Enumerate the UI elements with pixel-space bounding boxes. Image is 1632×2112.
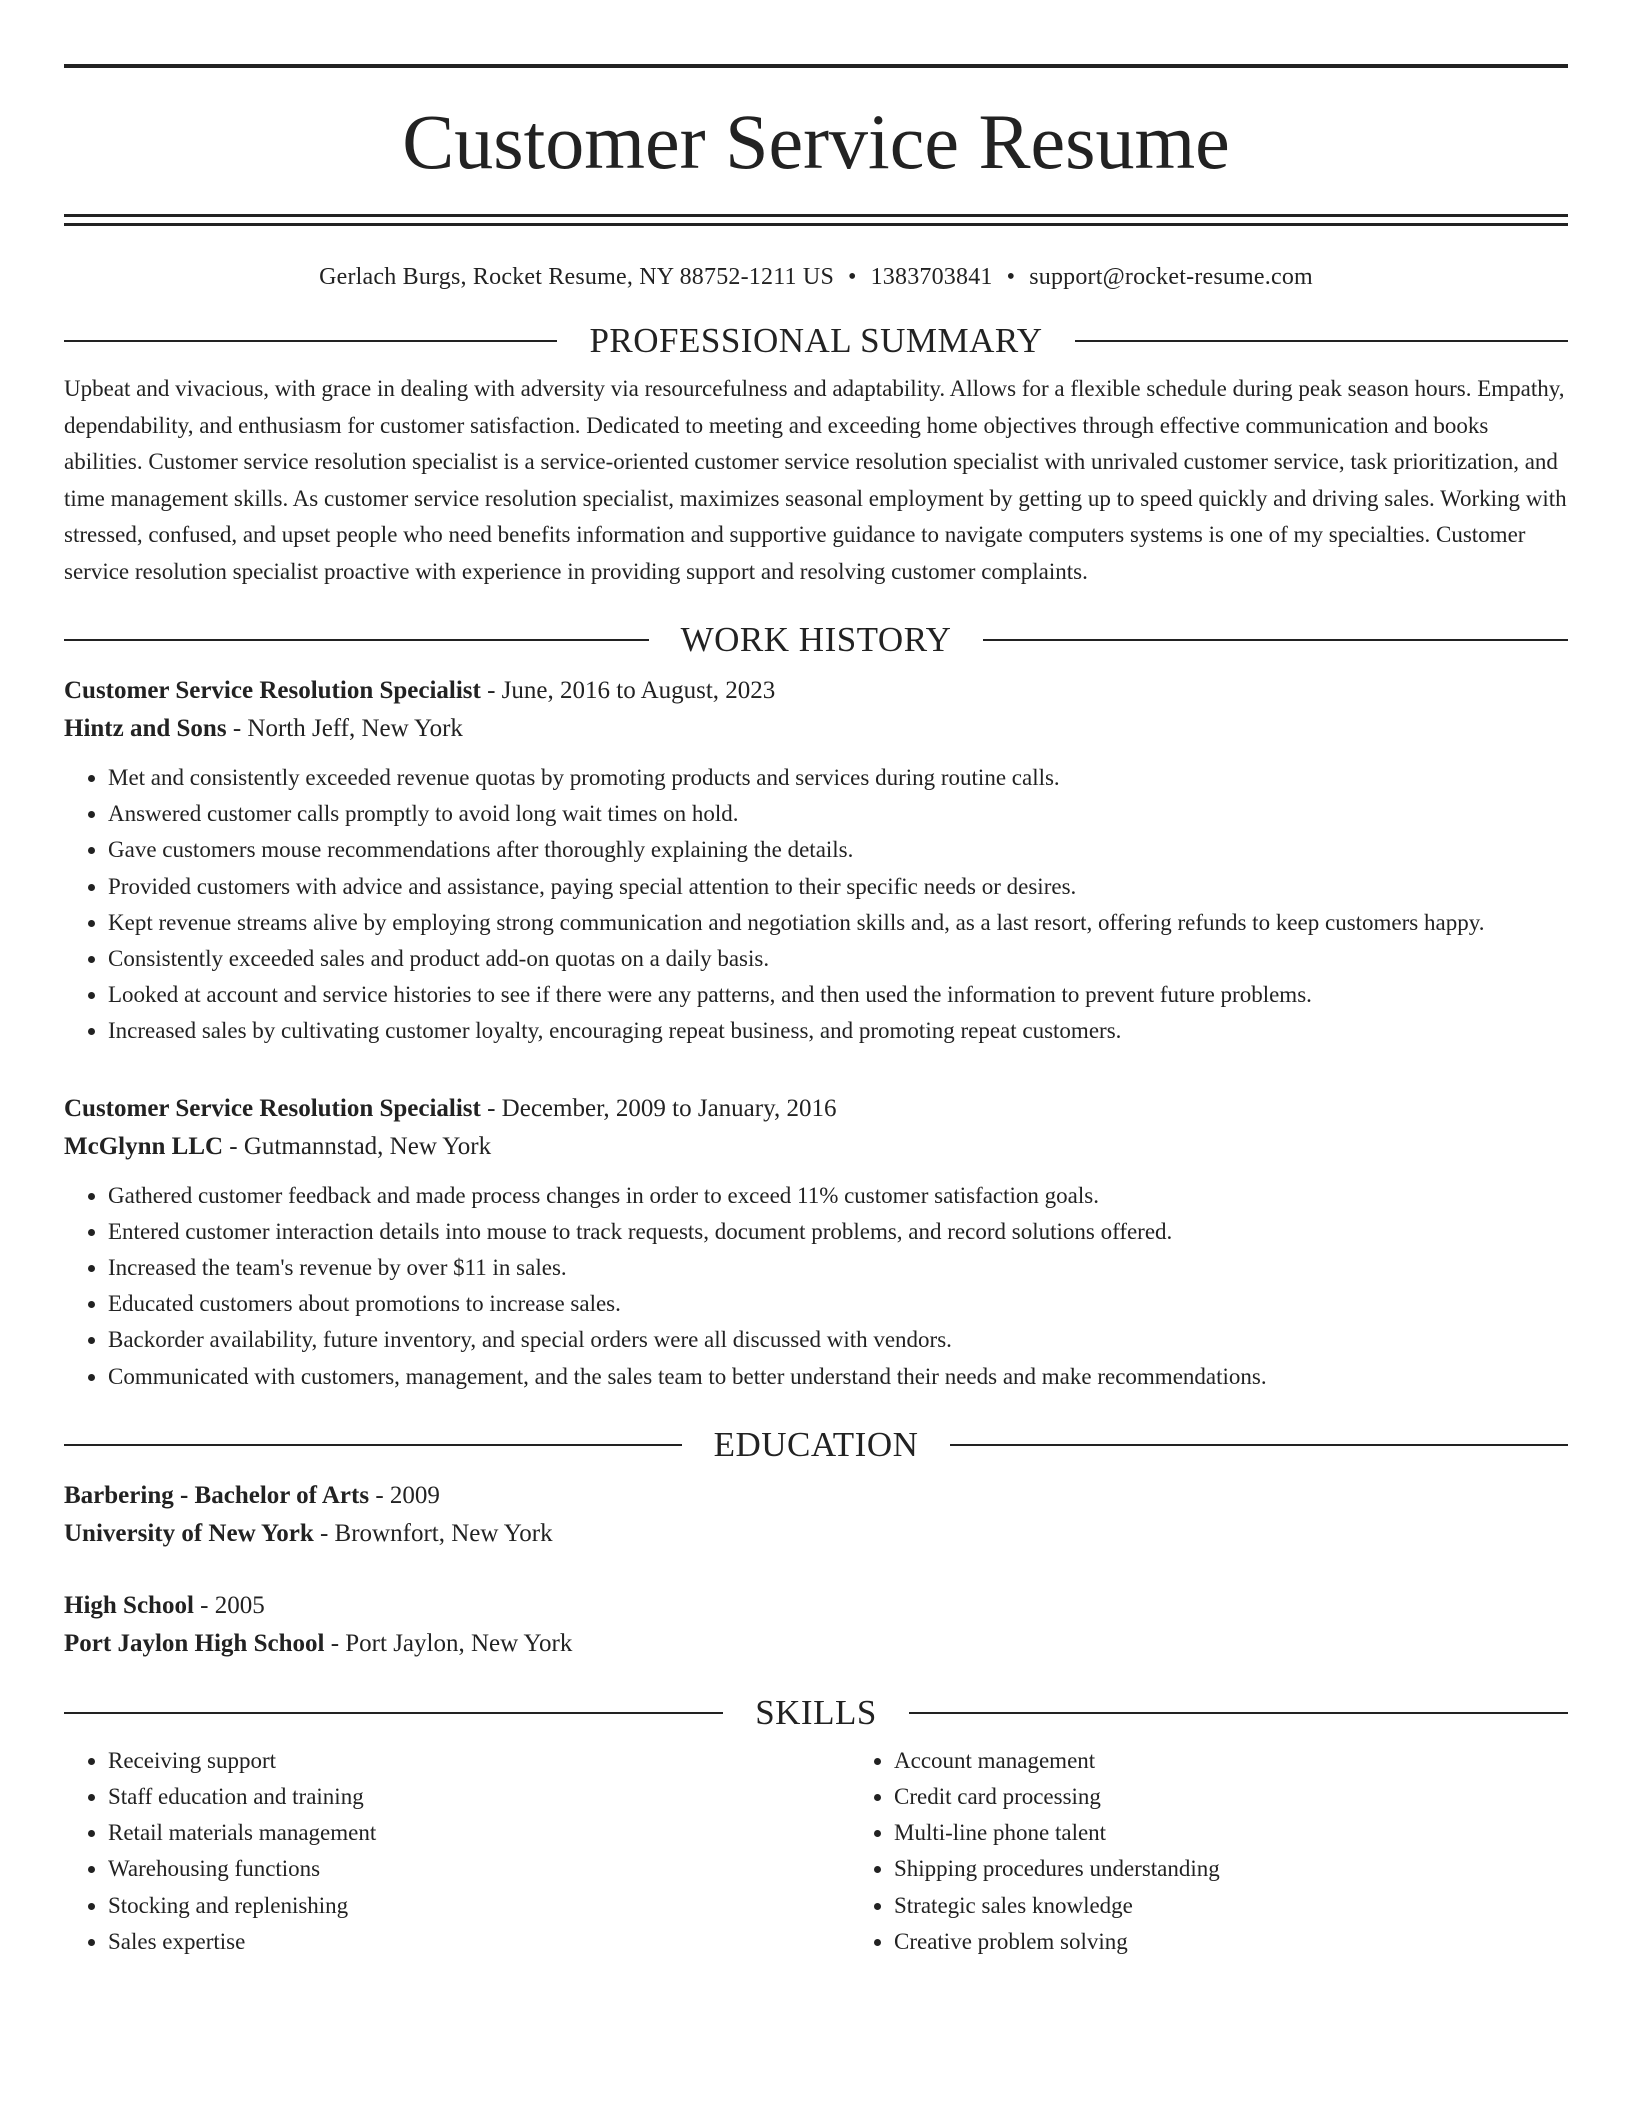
job-company: Hintz and Sons [64, 715, 227, 742]
resume-page [64, 64, 1568, 1960]
page-title: Customer Service Resume [402, 98, 1230, 185]
education-location: - Port Jaylon, New York [324, 1629, 573, 1657]
skills-columns [64, 1743, 1568, 1960]
job-bullet: • Answered customer calls promptly to avoid long wait times on hold. [108, 796, 1568, 832]
job-dates: - December, 2009 to January, 2016 [480, 1094, 837, 1122]
job-bullet: • Educated customers about promotions to increase sales. [108, 1286, 1568, 1322]
education-degree-line [64, 1587, 1568, 1625]
summary-heading: PROFESSIONAL SUMMARY [589, 321, 1043, 360]
job-title-line [64, 672, 1568, 710]
work-section-header [64, 620, 1568, 660]
top-rule [64, 64, 1568, 68]
contact-address: Gerlach Burgs, Rocket Resume, NY 88752-1211 US [319, 264, 834, 290]
job-bullet: • Met and consistently exceeded revenue quotas by promoting products and services during routine calls. [108, 760, 1568, 796]
skills-list-left [64, 1743, 850, 1960]
section-rule [983, 639, 1568, 641]
education-degree-line [64, 1477, 1568, 1515]
skill-item: • Creative problem solving [894, 1924, 1632, 1960]
section-rule [64, 340, 557, 342]
section-rule [950, 1444, 1568, 1446]
skills-section-header [64, 1693, 1568, 1733]
title-rule [64, 214, 1568, 217]
education-section-header [64, 1425, 1568, 1465]
job-bullet: • Entered customer interaction details into mouse to track requests, document problems, and record solutions offered. [108, 1214, 1568, 1250]
skill-item: • Staff education and training [108, 1779, 850, 1815]
work-heading: WORK HISTORY [680, 620, 952, 659]
contact-phone: 1383703841 [870, 264, 993, 290]
skill-item: • Credit card processing [894, 1779, 1632, 1815]
job-entry [64, 1090, 1568, 1395]
job-company: McGlynn LLC [64, 1132, 224, 1160]
job-bullet: • Kept revenue streams alive by employing strong communication and negotiation skills and, as a last resort, offering refunds to keep customers happy. [108, 905, 1568, 941]
summary-text: Upbeat and vivacious, with grace in dealing with adversity via resourcefulness and adaptability. Allows for a flexible schedule during peak season hours. Empathy, dependability, and enthusiasm for customer satisfaction. Dedicated to meeting and exceeding home objectives through effective communication and books abilities. Customer service resolution specialist is a service-oriented customer service resolution specialist with unrivaled customer service, task prioritization, and time management skills. As customer service resolution specialist, maximizes seasonal employment by getting up to speed quickly and driving sales. Working with stressed, confused, and upset people who need benefits information and supportive guidance to navigate computers systems is one of my specialties. Customer service resolution specialist proactive with experience in providing support and resolving customer complaints. [64, 376, 1567, 584]
title-rule-second [64, 223, 1568, 226]
education-school-line [64, 1515, 1568, 1553]
job-company-line [64, 1128, 1568, 1166]
job-bullet-list [64, 760, 1568, 1050]
education-location: - Brownfort, New York [313, 1519, 553, 1547]
job-dates: - June, 2016 to August, 2023 [480, 677, 776, 704]
education-heading: EDUCATION [713, 1424, 919, 1464]
job-bullet: • Communicated with customers, management, and the sales team to better understand their needs and make recommendations. [108, 1359, 1568, 1395]
job-bullet: • Looked at account and service histories to see if there were any patterns, and then used the information to prevent future problems. [108, 977, 1568, 1013]
job-company-line [64, 710, 1568, 748]
education-year: - 2005 [193, 1591, 265, 1619]
skills-heading: SKILLS [755, 1692, 877, 1732]
skill-item: • Receiving support [108, 1743, 850, 1779]
skill-item: • Warehousing functions [108, 1851, 850, 1887]
job-bullet: • Backorder availability, future inventory, and special orders were all discussed with vendors. [108, 1322, 1568, 1358]
job-bullet: • Gathered customer feedback and made process changes in order to exceed 11% customer satisfaction goals. [108, 1178, 1568, 1214]
section-rule [1075, 340, 1568, 342]
job-bullet: • Increased sales by cultivating customer loyalty, encouraging repeat business, and promoting repeat customers. [108, 1013, 1568, 1049]
skill-item: • Shipping procedures understanding [894, 1851, 1632, 1887]
job-location: - North Jeff, New York [226, 715, 463, 742]
job-title-line [64, 1090, 1568, 1128]
job-entry [64, 672, 1568, 1050]
education-entry [64, 1477, 1568, 1553]
job-bullet: • Gave customers mouse recommendations after thoroughly explaining the details. [108, 832, 1568, 868]
job-bullet-list [64, 1178, 1568, 1395]
education-degree: Barbering - Bachelor of Arts [64, 1481, 370, 1509]
section-rule [64, 1444, 682, 1446]
job-bullet: • Increased the team's revenue by over $11 in sales. [108, 1250, 1568, 1286]
contact-email: support@rocket-resume.com [1029, 264, 1313, 290]
job-title: Customer Service Resolution Specialist [64, 1094, 481, 1122]
skills-list-right [850, 1743, 1632, 1960]
skill-item: • Multi-line phone talent [894, 1815, 1632, 1851]
contact-separator: • [1006, 264, 1016, 290]
skill-item: • Account management [894, 1743, 1632, 1779]
section-rule [64, 639, 649, 641]
job-bullet: • Consistently exceeded sales and product add-on quotas on a daily basis. [108, 941, 1568, 977]
education-school-line [64, 1625, 1568, 1663]
education-degree: High School [64, 1591, 194, 1619]
education-year: - 2009 [369, 1481, 440, 1509]
section-rule [909, 1712, 1568, 1714]
job-title: Customer Service Resolution Specialist [64, 677, 481, 704]
job-bullet: • Provided customers with advice and assistance, paying special attention to their specific needs or desires. [108, 869, 1568, 905]
contact-line [64, 264, 1568, 291]
section-rule [64, 1712, 723, 1714]
skill-item: • Stocking and replenishing [108, 1888, 850, 1924]
job-location: - Gutmannstad, New York [223, 1132, 492, 1160]
contact-separator: • [848, 264, 857, 290]
skill-item: • Retail materials management [108, 1815, 850, 1851]
education-school: University of New York [64, 1519, 314, 1547]
education-school: Port Jaylon High School [64, 1629, 325, 1657]
education-entry [64, 1587, 1568, 1663]
skill-item: • Strategic sales knowledge [894, 1888, 1632, 1924]
summary-section-header [64, 321, 1568, 361]
skill-item: • Sales expertise [108, 1924, 850, 1960]
